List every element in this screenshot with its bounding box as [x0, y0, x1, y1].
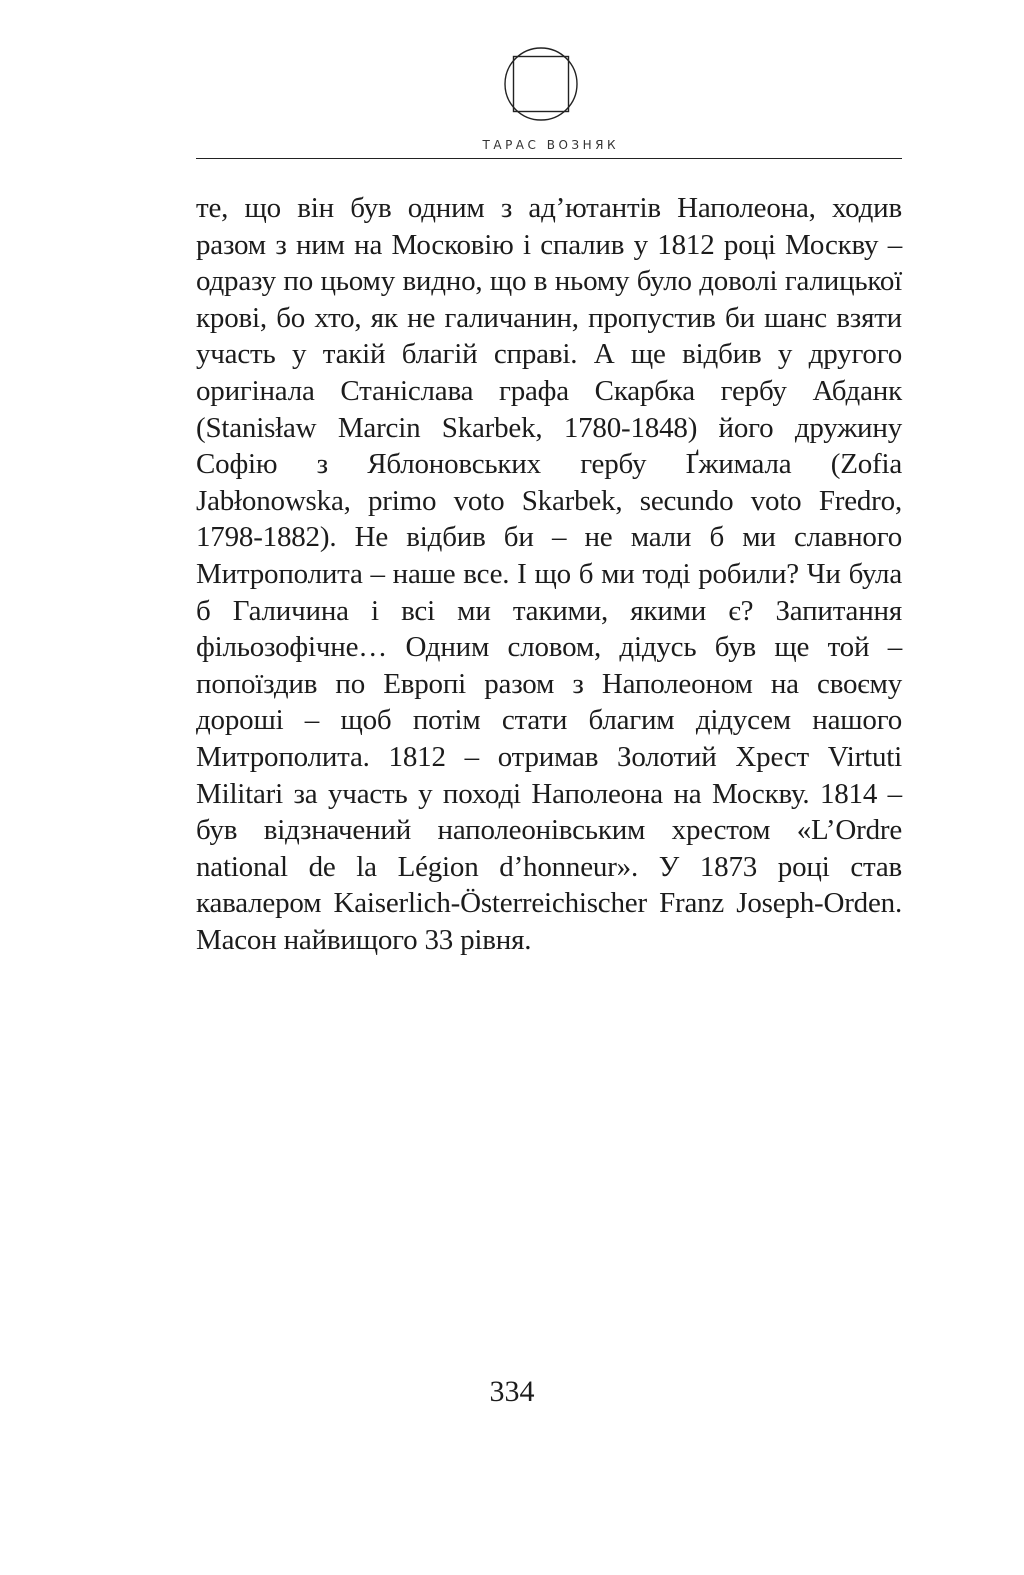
page-header — [196, 44, 902, 162]
header-rule — [196, 158, 902, 159]
body-paragraph: те, що він був одним з ад’ютантів Наполеона, ходив разом з ним на Московію і спалив у 1812 році Москву – одразу по цьому видно, що в ньому було доволі галицької крові, бо хто, як не галичанин, пропустив би шанс взяти участь у такій благій справі. А ще відбив у другого оригінала Станіслава графа Скарбка гербу Абданк (Stanisław Marcin Skarbek, 1780-1848) його дружину Софію з Яблоновських гербу Ґжимала (Zofia Jabłonowska, primo voto Skarbek, secundo voto Fredro, 1798-1882). Не відбив би – не мали б ми славного Митрополита – наше все. І що б ми тоді робили? Чи була б Галичина і всі ми такими, якими є? Запитання фільозофічне… Одним словом, дідусь був ще той – попоїздив по Европі разом з Наполеоном на своєму дороші – щоб потім стати благим дідусем нашого Митрополита. 1812 – отримав Золотий Хрест Virtuti Militari за участь у поході Наполеона на Москву. 1814 – був відзначений наполеонівським хрестом «L’Ordre national de la Légion d’honneur». У 1873 році став кавалером Kaiserlich-Österreichischer Franz Joseph-Orden. Масон найвищого 33 рівня. — [196, 192, 902, 956]
page-number: 334 — [489, 1375, 535, 1408]
running-head-author: ТАРАС ВОЗНЯК — [482, 138, 619, 152]
circle-square-emblem-icon — [503, 46, 579, 122]
